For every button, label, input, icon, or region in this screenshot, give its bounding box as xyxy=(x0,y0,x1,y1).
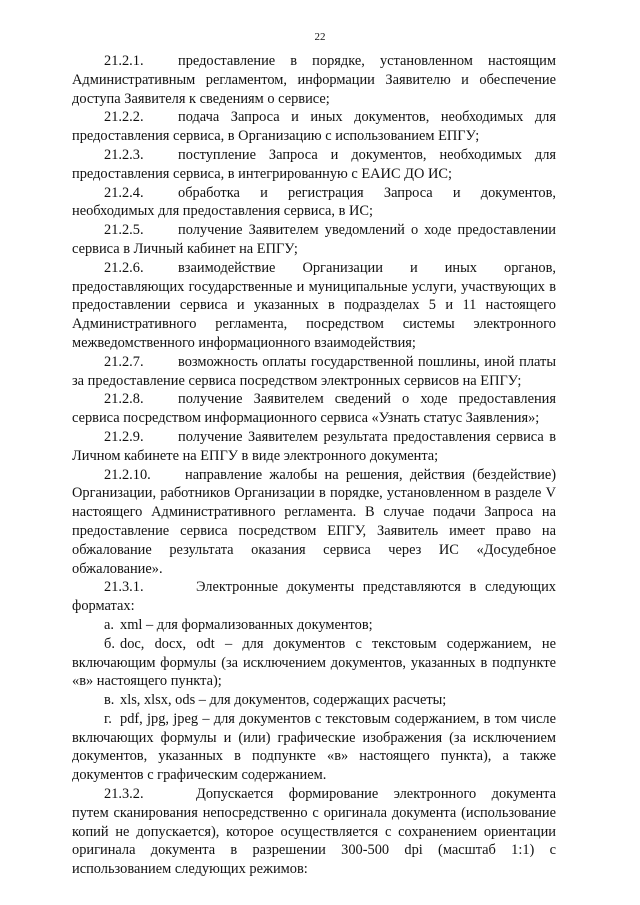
item-number: 21.2.10. xyxy=(104,466,151,483)
item-text: возможность оплаты государственной пошлины, иной платы за предоставление сервиса посредством электронных сервисов на ЕПГУ; xyxy=(72,353,556,389)
item-text: Электронные документы представляются в следующих форматах: xyxy=(72,579,556,615)
format-item-a xyxy=(72,616,556,635)
list-item-21-2-10 xyxy=(72,466,556,579)
document-body xyxy=(72,52,556,879)
format-marker: а. xyxy=(104,616,114,633)
item-number: 21.2.3. xyxy=(104,146,144,163)
item-text: подача Запроса и иных документов, необходимых для предоставления сервиса, в Организацию с использованием ЕПГУ; xyxy=(72,109,556,145)
list-item-21-2-3 xyxy=(72,146,556,184)
format-item-g xyxy=(72,710,556,785)
list-item-21-2-1 xyxy=(72,52,556,108)
format-item-b xyxy=(72,635,556,691)
item-text: поступление Запроса и документов, необходимых для предоставления сервиса, в интегрированную с ЕАИС ДО ИС; xyxy=(72,146,556,182)
format-marker: г. xyxy=(104,710,112,727)
item-number: 21.2.6. xyxy=(104,259,144,276)
item-text: получение Заявителем сведений о ходе предоставления сервиса посредством информационного сервиса «Узнать статус Заявления»; xyxy=(72,391,556,427)
list-item-21-2-9 xyxy=(72,428,556,466)
item-text: Допускается формирование электронного документа путем сканирования непосредственно с оригинала документа (использование копий не допускается), которое осуществляется с сохранением ориентации оригинала документа в разрешении 300-500 dpi (масштаб 1:1) с использованием следующих режимов: xyxy=(72,786,556,878)
list-item-21-2-6 xyxy=(72,259,556,353)
format-text: xls, xlsx, ods – для документов, содержащих расчеты; xyxy=(120,692,447,709)
item-number: 21.3.2. xyxy=(104,786,144,803)
format-text: doc, docx, odt – для документов с текстовым содержанием, не включающим формулы (за исключением документов, указанных в подпункте «в» настоящего пункта); xyxy=(72,635,556,690)
format-marker: в. xyxy=(104,692,115,709)
item-text: предоставление в порядке, установленном настоящим Административным регламентом, информации Заявителю и обеспечение доступа Заявителя к сведениям о сервисе; xyxy=(72,53,556,107)
item-number: 21.2.1. xyxy=(104,53,144,69)
item-text: получение Заявителем результата предоставления сервиса в Личном кабинете на ЕПГУ в виде электронного документа; xyxy=(72,428,556,464)
item-number: 21.2.2. xyxy=(104,109,144,126)
item-text: направление жалобы на решения, действия (бездействие) Организации, работников Организации в порядке, установленном в разделе V настоящего Административного регламента. В случае подачи Запроса на предоставление сервиса посредством ЕПГУ, Заявитель имеет право на обжалование результата оказания сервиса через ИС «Досудебное обжалование». xyxy=(72,466,556,577)
format-item-v xyxy=(72,691,556,710)
page-number: 22 xyxy=(314,31,326,43)
item-text: обработка и регистрация Запроса и документов, необходимых для предоставления сервиса, в ИС; xyxy=(72,184,556,220)
paragraph-21-3-2 xyxy=(72,785,556,879)
list-item-21-2-8 xyxy=(72,390,556,428)
list-item-21-2-7 xyxy=(72,353,556,391)
item-number: 21.2.9. xyxy=(104,428,144,445)
list-item-21-2-2 xyxy=(72,108,556,146)
item-number: 21.2.8. xyxy=(104,391,144,408)
item-number: 21.2.7. xyxy=(104,353,144,370)
format-text: pdf, jpg, jpeg – для документов с текстовым содержанием, в том числе включающих формулы и (или) графические изображения (за исключением документов, указанных в подпункте «в» настоящего пункта), а также документов с графическим содержанием. xyxy=(72,710,556,784)
item-text: получение Заявителем уведомлений о ходе предоставлении сервиса в Личный кабинет на ЕПГУ; xyxy=(72,222,556,257)
item-number: 21.2.5. xyxy=(104,222,144,239)
list-item-21-2-5 xyxy=(72,221,556,259)
format-text: xml – для формализованных документов; xyxy=(120,616,373,633)
item-number: 21.3.1. xyxy=(104,579,144,596)
item-number: 21.2.4. xyxy=(104,184,144,201)
format-marker: б. xyxy=(104,635,115,652)
paragraph-21-3-1 xyxy=(72,578,556,616)
list-item-21-2-4 xyxy=(72,184,556,222)
item-text: взаимодействие Организации и иных органов, предоставляющих государственные и муниципальные услуги, участвующих в предоставлении сервиса и указанных в подразделах 5 и 11 настоящего Административного регламента, посредством системы электронного межведомственного информационного взаимодействия; xyxy=(72,259,556,351)
